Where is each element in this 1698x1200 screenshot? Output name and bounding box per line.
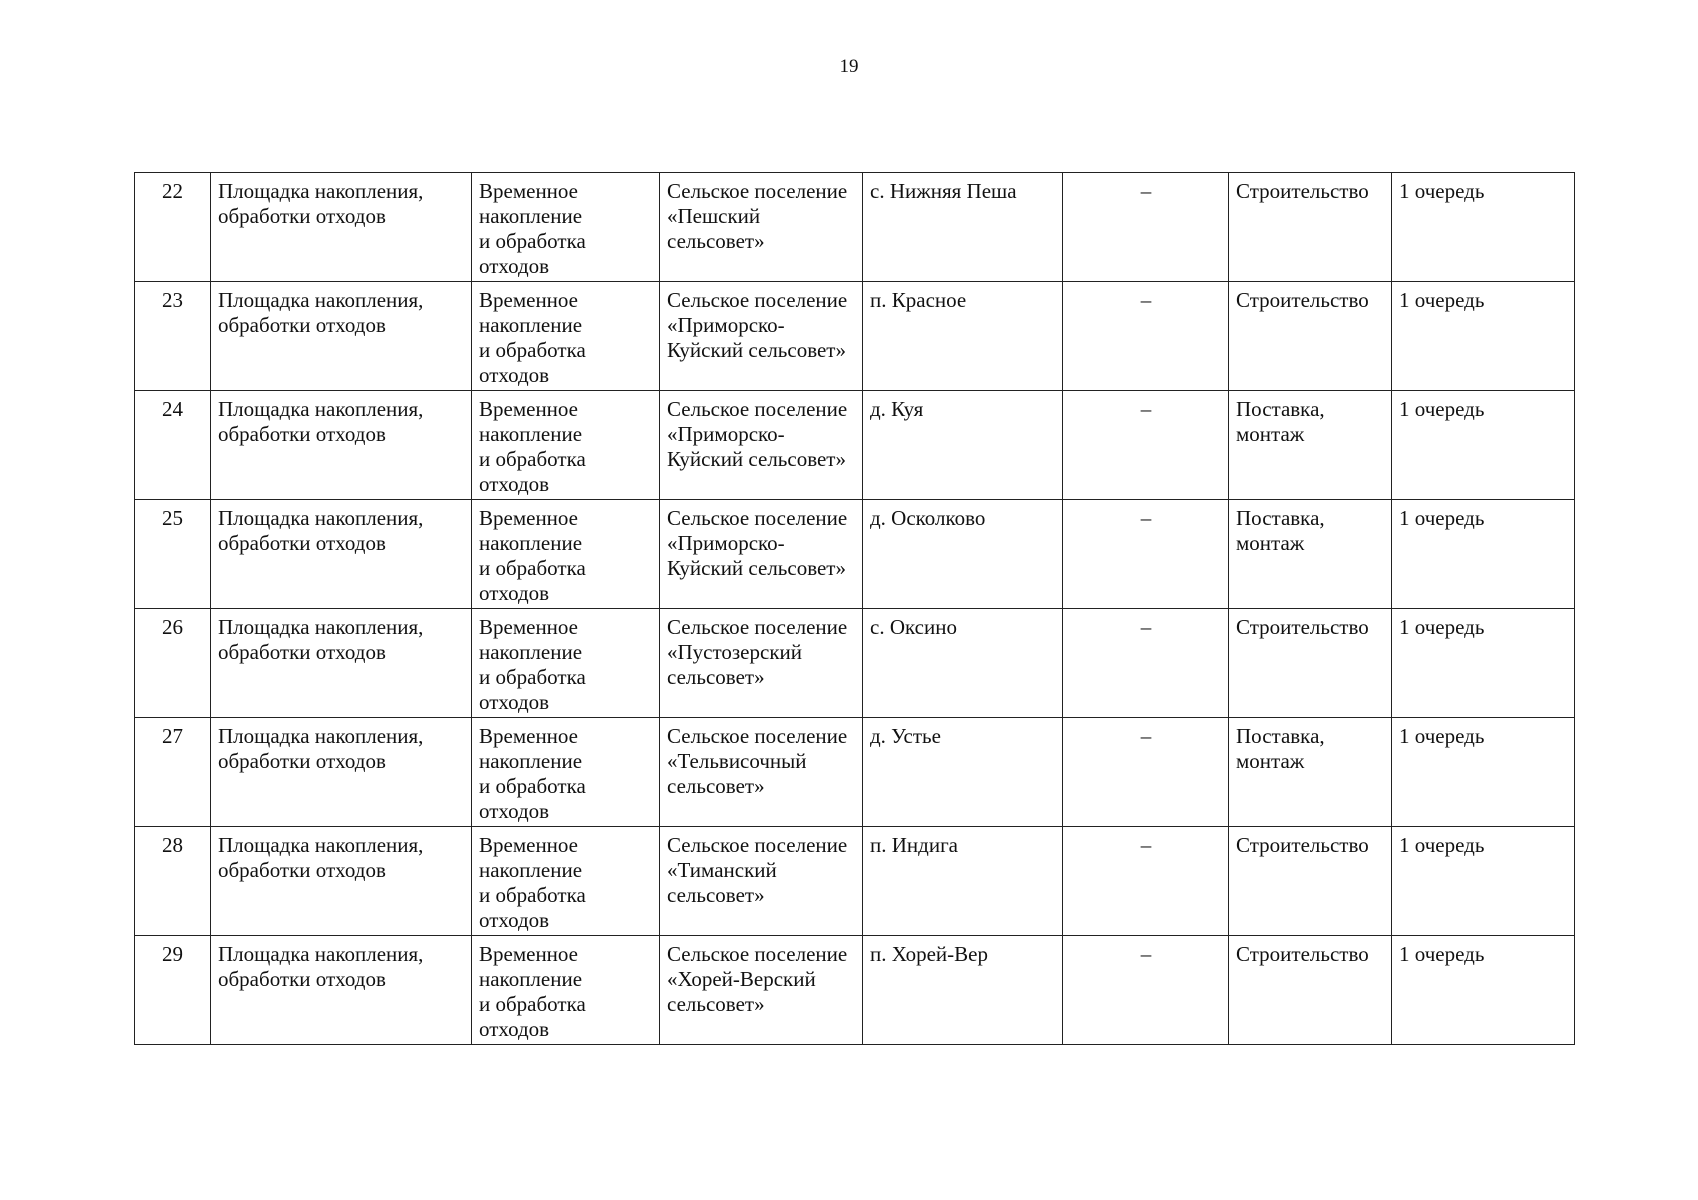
object-purpose: Временное накопление и обработка отходов: [472, 173, 660, 282]
stage: 1 очередь: [1392, 282, 1575, 391]
stage: 1 очередь: [1392, 718, 1575, 827]
parameter: –: [1063, 827, 1229, 936]
locality: п. Хорей-Вер: [863, 936, 1063, 1045]
parameter: –: [1063, 609, 1229, 718]
stage: 1 очередь: [1392, 391, 1575, 500]
parameter: –: [1063, 936, 1229, 1045]
object-purpose: Временное накопление и обработка отходов: [472, 282, 660, 391]
stage: 1 очередь: [1392, 827, 1575, 936]
activity-type: Поставка, монтаж: [1229, 391, 1392, 500]
row-number: 29: [135, 936, 211, 1045]
locality: п. Красное: [863, 282, 1063, 391]
object-purpose: Временное накопление и обработка отходов: [472, 609, 660, 718]
table-row: [135, 827, 1575, 936]
activity-type: Строительство: [1229, 609, 1392, 718]
parameter: –: [1063, 282, 1229, 391]
activity-type: Строительство: [1229, 827, 1392, 936]
municipality: Сельское поселение «Приморско- Куйский сельсовет»: [660, 391, 863, 500]
municipality: Сельское поселение «Тиманский сельсовет»: [660, 827, 863, 936]
object-name: Площадка накопления, обработки отходов: [211, 936, 472, 1045]
municipality: Сельское поселение «Тельвисочный сельсовет»: [660, 718, 863, 827]
object-name: Площадка накопления, обработки отходов: [211, 282, 472, 391]
municipality: Сельское поселение «Хорей-Верский сельсовет»: [660, 936, 863, 1045]
activity-type: Строительство: [1229, 282, 1392, 391]
parameter: –: [1063, 500, 1229, 609]
table-row: [135, 718, 1575, 827]
page-number: 19: [839, 56, 859, 77]
municipality: Сельское поселение «Приморско- Куйский сельсовет»: [660, 282, 863, 391]
table-row: [135, 936, 1575, 1045]
locality: д. Осколково: [863, 500, 1063, 609]
table-row: [135, 609, 1575, 718]
object-name: Площадка накопления, обработки отходов: [211, 827, 472, 936]
stage: 1 очередь: [1392, 609, 1575, 718]
objects-table: [134, 172, 1575, 1045]
activity-type: Поставка, монтаж: [1229, 500, 1392, 609]
object-purpose: Временное накопление и обработка отходов: [472, 718, 660, 827]
row-number: 28: [135, 827, 211, 936]
table-row: [135, 500, 1575, 609]
stage: 1 очередь: [1392, 173, 1575, 282]
object-purpose: Временное накопление и обработка отходов: [472, 827, 660, 936]
municipality: Сельское поселение «Пустозерский сельсовет»: [660, 609, 863, 718]
row-number: 24: [135, 391, 211, 500]
locality: с. Оксино: [863, 609, 1063, 718]
object-name: Площадка накопления, обработки отходов: [211, 391, 472, 500]
locality: с. Нижняя Пеша: [863, 173, 1063, 282]
locality: п. Индига: [863, 827, 1063, 936]
table-row: [135, 391, 1575, 500]
row-number: 23: [135, 282, 211, 391]
row-number: 22: [135, 173, 211, 282]
parameter: –: [1063, 391, 1229, 500]
stage: 1 очередь: [1392, 936, 1575, 1045]
activity-type: Строительство: [1229, 936, 1392, 1045]
table-row: [135, 173, 1575, 282]
object-name: Площадка накопления, обработки отходов: [211, 500, 472, 609]
activity-type: Поставка, монтаж: [1229, 718, 1392, 827]
row-number: 27: [135, 718, 211, 827]
locality: д. Куя: [863, 391, 1063, 500]
row-number: 26: [135, 609, 211, 718]
object-name: Площадка накопления, обработки отходов: [211, 173, 472, 282]
object-purpose: Временное накопление и обработка отходов: [472, 936, 660, 1045]
row-number: 25: [135, 500, 211, 609]
object-purpose: Временное накопление и обработка отходов: [472, 500, 660, 609]
object-name: Площадка накопления, обработки отходов: [211, 609, 472, 718]
table-row: [135, 282, 1575, 391]
parameter: –: [1063, 718, 1229, 827]
object-name: Площадка накопления, обработки отходов: [211, 718, 472, 827]
object-purpose: Временное накопление и обработка отходов: [472, 391, 660, 500]
activity-type: Строительство: [1229, 173, 1392, 282]
locality: д. Устье: [863, 718, 1063, 827]
stage: 1 очередь: [1392, 500, 1575, 609]
municipality: Сельское поселение «Приморско- Куйский сельсовет»: [660, 500, 863, 609]
municipality: Сельское поселение «Пешский сельсовет»: [660, 173, 863, 282]
parameter: –: [1063, 173, 1229, 282]
